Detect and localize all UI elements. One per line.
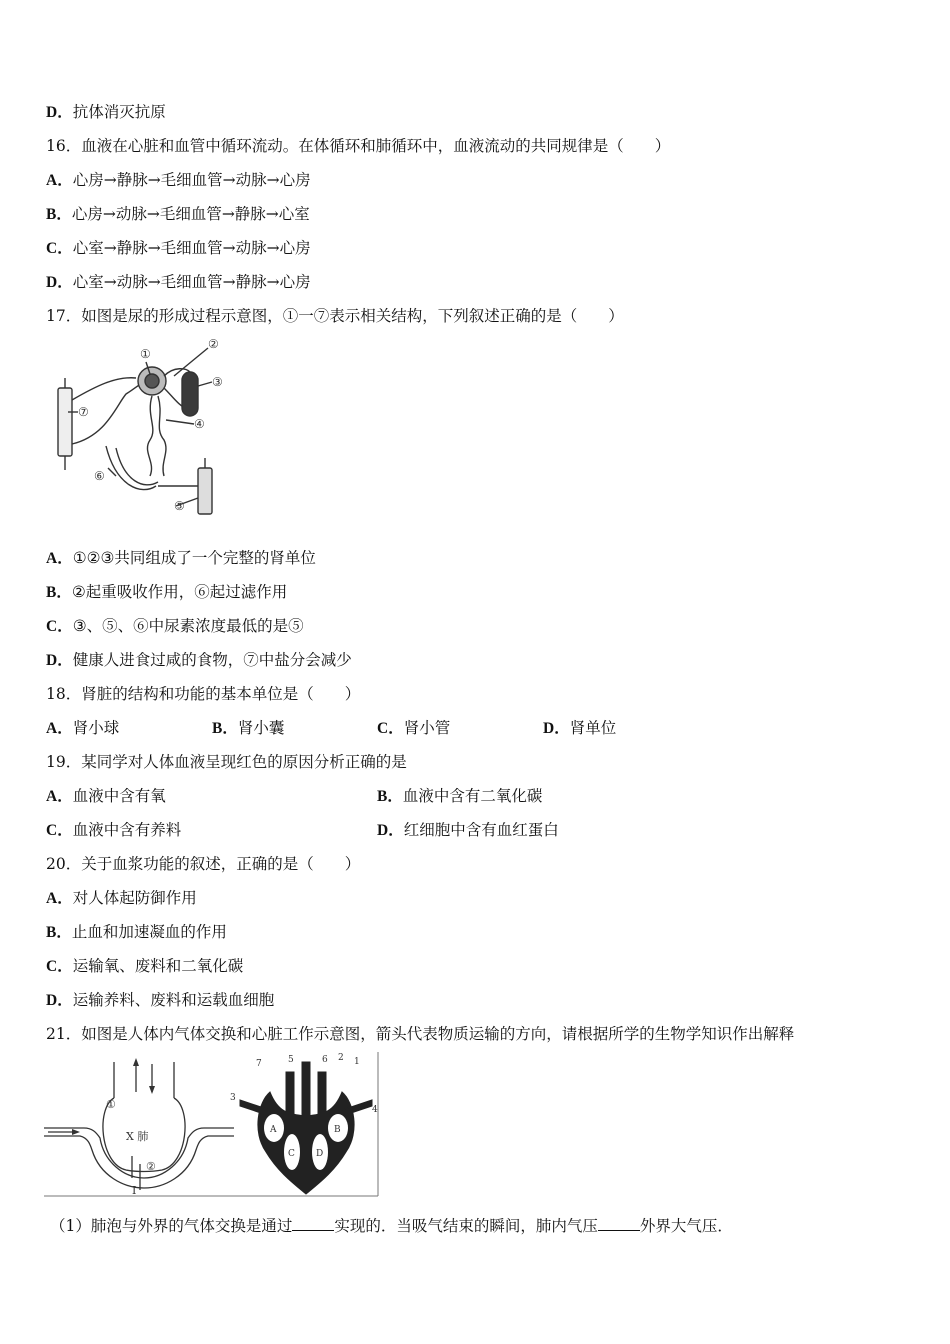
option-letter: D． <box>46 104 73 121</box>
q19-option-d <box>377 820 559 841</box>
heart-label-7: 7 <box>256 1059 262 1069</box>
option-text: 心房→动脉→毛细血管→静脉→心室 <box>71 205 310 223</box>
q21-stem: 21．如图是人体内气体交换和心脏工作示意图，箭头代表物质运输的方向，请根据所学的生物学知识作出解释 <box>46 1025 795 1043</box>
sub1-part2: 实现的．当吸气结束的瞬间，肺内气压 <box>334 1217 598 1235</box>
heart-label-A: A <box>270 1125 277 1135</box>
option-text: 运输氧、废料和二氧化碳 <box>72 957 244 975</box>
option-letter: A． <box>46 550 73 567</box>
option-letter: D． <box>46 274 73 291</box>
q17-option-d <box>46 650 352 671</box>
option-letter: B． <box>212 720 238 737</box>
option-text: ③、⑤、⑥中尿素浓度最低的是⑤ <box>72 617 304 635</box>
gas-exchange-heart-diagram <box>44 1052 380 1198</box>
q17-option-a <box>46 548 316 569</box>
label-5: ⑤ <box>174 499 185 513</box>
q21-sub1 <box>50 1216 733 1236</box>
option-text: 心房→静脉→毛细血管→动脉→心房 <box>72 171 311 189</box>
q18-option-a <box>46 718 119 739</box>
q18-option-c <box>377 718 450 739</box>
heart-label-4: 4 <box>372 1105 378 1115</box>
option-letter: B． <box>377 788 403 805</box>
option-text: ②起重吸收作用，⑥起过滤作用 <box>71 583 288 601</box>
label-1: ① <box>140 347 151 361</box>
option-text: 肾单位 <box>569 719 617 737</box>
label-2: ② <box>208 337 219 351</box>
option-letter: B． <box>46 584 72 601</box>
sub1-part3: 外界大气压． <box>639 1217 733 1235</box>
sub1-part1: （1）肺泡与外界的气体交换是通过 <box>50 1217 293 1235</box>
option-text: 肾小管 <box>403 719 451 737</box>
q17-stem: 17．如图是尿的形成过程示意图，①一⑦表示相关结构，下列叙述正确的是（ ） <box>46 307 624 325</box>
q18-option-d <box>543 718 616 739</box>
heart-label-6: 6 <box>322 1055 328 1065</box>
option-text: 止血和加速凝血的作用 <box>71 923 227 941</box>
option-text: 健康人进食过咸的食物，⑦中盐分会减少 <box>72 651 352 669</box>
q16-option-a <box>46 170 311 191</box>
q16-option-d <box>46 272 311 293</box>
option-text: ①②③共同组成了一个完整的肾单位 <box>72 549 316 567</box>
option-letter: D． <box>543 720 570 737</box>
heart-label-2: 2 <box>338 1053 344 1063</box>
option-text: 抗体消灭抗原 <box>72 103 166 121</box>
q19-option-b <box>377 786 542 807</box>
option-letter: C． <box>46 958 73 975</box>
option-text: 血液中含有二氧化碳 <box>402 787 543 805</box>
q16-stem: 16．血液在心脏和血管中循环流动。在体循环和肺循环中，血液流动的共同规律是（ ） <box>46 137 671 155</box>
q20-option-d <box>46 990 274 1011</box>
option-letter: D． <box>377 822 404 839</box>
label-7: ⑦ <box>78 405 89 419</box>
q16-option-b <box>46 204 310 225</box>
q20-option-b <box>46 922 227 943</box>
option-text: 肾小囊 <box>237 719 285 737</box>
option-letter: A． <box>46 172 73 189</box>
q19-option-c <box>46 820 181 841</box>
q18-option-b <box>212 718 284 739</box>
option-letter: D． <box>46 652 73 669</box>
option-letter: A． <box>46 890 73 907</box>
option-letter: C． <box>377 720 404 737</box>
q17-option-b <box>46 582 287 603</box>
label-4: ④ <box>194 417 205 431</box>
left-label-x: X 肺 <box>126 1130 149 1143</box>
option-text: 心室→静脉→毛细血管→动脉→心房 <box>72 239 311 257</box>
q17-option-c <box>46 616 304 637</box>
option-text: 血液中含有氧 <box>72 787 166 805</box>
option-letter: A． <box>46 788 73 805</box>
option-letter: C． <box>46 822 73 839</box>
left-label-I: I <box>132 1184 137 1197</box>
answer-blank-1[interactable] <box>292 1216 334 1231</box>
option-text: 红细胞中含有血红蛋白 <box>403 821 559 839</box>
left-label-2: ② <box>146 1160 156 1173</box>
left-label-1: ① <box>106 1098 116 1111</box>
heart-label-B: B <box>334 1125 341 1135</box>
q20-stem: 20．关于血浆功能的叙述，正确的是（ ） <box>46 855 361 873</box>
nephron-diagram <box>46 336 236 522</box>
option-letter: D． <box>46 992 73 1009</box>
option-letter: C． <box>46 618 73 635</box>
option-letter: B． <box>46 206 72 223</box>
q19-option-a <box>46 786 166 807</box>
option-text: 肾小球 <box>72 719 120 737</box>
q18-stem: 18．肾脏的结构和功能的基本单位是（ ） <box>46 685 361 703</box>
label-6: ⑥ <box>94 469 105 483</box>
option-text: 心室→动脉→毛细血管→静脉→心房 <box>72 273 311 291</box>
q15-option-d <box>46 102 166 123</box>
heart-label-3: 3 <box>230 1093 236 1103</box>
option-text: 血液中含有养料 <box>72 821 182 839</box>
q19-stem: 19．某同学对人体血液呈现红色的原因分析正确的是 <box>46 753 407 771</box>
heart-label-5: 5 <box>288 1055 294 1065</box>
label-3: ③ <box>212 375 223 389</box>
option-letter: B． <box>46 924 72 941</box>
option-text: 对人体起防御作用 <box>72 889 197 907</box>
option-letter: C． <box>46 240 73 257</box>
q20-option-c <box>46 956 243 977</box>
q20-option-a <box>46 888 197 909</box>
answer-blank-2[interactable] <box>598 1216 640 1231</box>
heart-label-D: D <box>316 1149 324 1159</box>
heart-label-1: 1 <box>354 1057 360 1067</box>
q16-option-c <box>46 238 311 259</box>
heart-label-C: C <box>288 1149 295 1159</box>
option-letter: A． <box>46 720 73 737</box>
option-text: 运输养料、废料和运载血细胞 <box>72 991 275 1009</box>
